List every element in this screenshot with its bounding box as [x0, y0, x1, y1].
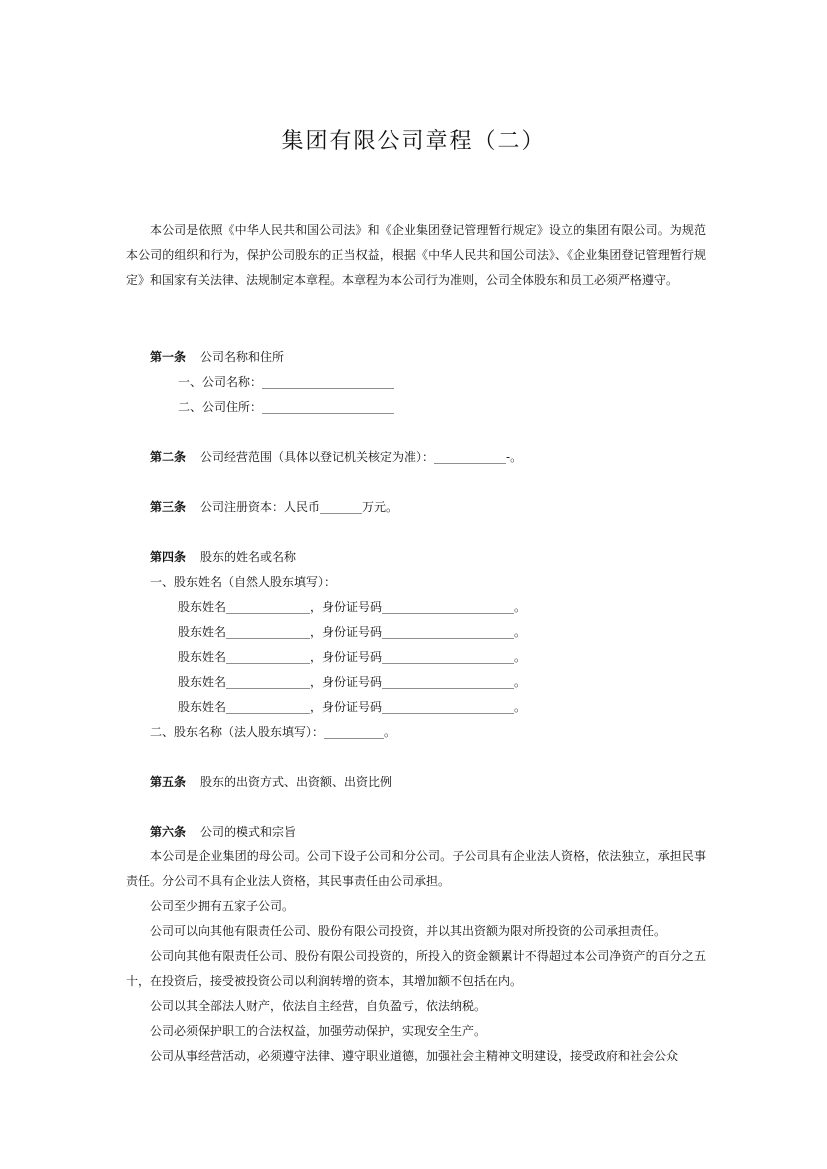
shareholder-row: 股东姓名______________，身份证号码______________________。: [178, 675, 527, 689]
article-1-heading: [150, 348, 284, 366]
article-2-heading: [150, 448, 522, 466]
article-5-title: 股东的出资方式、出资额、出资比例: [200, 775, 393, 789]
article-6-paragraph: 公司必须保护职工的合法权益，加强劳动保护，实现安全生产。: [150, 1024, 487, 1038]
natural-person-subheading: 一、股东姓名（自然人股东填写）：: [150, 575, 337, 589]
article-4-heading: [150, 548, 296, 566]
shareholder-row: 股东姓名______________，身份证号码______________________。: [178, 600, 527, 614]
article-6-paragraph: 公司以其全部法人财产，依法自主经营，自负盈亏，依法纳税。: [150, 999, 487, 1013]
legal-person-line: 二、股东名称（法人股东填写）：__________。: [150, 725, 397, 739]
article-4-label: 第四条: [150, 550, 187, 564]
article-1-label: 第一条: [150, 350, 187, 364]
shareholder-row: 股东姓名______________，身份证号码______________________。: [178, 650, 527, 664]
intro-paragraph: 本公司是依照《中华人民共和国公司法》和《企业集团登记管理暂行规定》设立的集团有限公司。为规范本公司的组织和行为，保护公司股东的正当权益，根据《中华人民共和国公司法》、《企业集团登记管理暂行规定》和国家有关法律、法规制定本章程。本章程为本公司行为准则，公司全体股东和员工必须严格遵守。: [126, 223, 706, 287]
article-6-heading: [150, 823, 296, 841]
company-name-line: 一、公司名称：______________________: [178, 375, 395, 389]
article-6-paragraph: 公司可以向其他有限责任公司、股份有限公司投资，并以其出资额为限对所投资的公司承担责任。: [150, 924, 667, 938]
article-5-label: 第五条: [150, 775, 187, 789]
article-2-label: 第二条: [150, 450, 187, 464]
shareholder-row: 股东姓名______________，身份证号码______________________。: [178, 700, 527, 714]
article-6-paragraph: 公司从事经营活动，必须遵守法律、遵守职业道德，加强社会主精神文明建设，接受政府和社会公众: [150, 1049, 679, 1063]
document-title: 集团有限公司章程（二）: [281, 129, 546, 154]
article-2-text: 公司经营范围（具体以登记机关核定为准）：____________-。: [200, 450, 523, 464]
article-6-title: 公司的模式和宗旨: [200, 825, 297, 839]
article-6-paragraph: 公司向其他有限责任公司、股份有限公司投资的，所投入的资金额累计不得超过本公司净资产的百分之五十，在投资后，接受被投资公司以利润转增的资本，其增加额不包括在内。: [126, 949, 706, 988]
article-3-heading: [150, 498, 398, 516]
article-6-label: 第六条: [150, 825, 187, 839]
article-3-label: 第三条: [150, 500, 187, 514]
article-6-paragraph: 本公司是企业集团的母公司。公司下设子公司和分公司。子公司具有企业法人资格，依法独立，承担民事责任。分公司不具有企业法人资格，其民事责任由公司承担。: [126, 849, 706, 888]
article-6-paragraph: 公司至少拥有五家子公司。: [150, 899, 295, 913]
article-1-title: 公司名称和住所: [200, 350, 285, 364]
article-4-title: 股东的姓名或名称: [200, 550, 297, 564]
article-5-heading: [150, 773, 392, 791]
article-3-text: 公司注册资本：人民币_______万元。: [200, 500, 399, 514]
company-address-line: 二、公司住所：______________________: [178, 400, 395, 414]
shareholder-row: 股东姓名______________，身份证号码______________________。: [178, 625, 527, 639]
